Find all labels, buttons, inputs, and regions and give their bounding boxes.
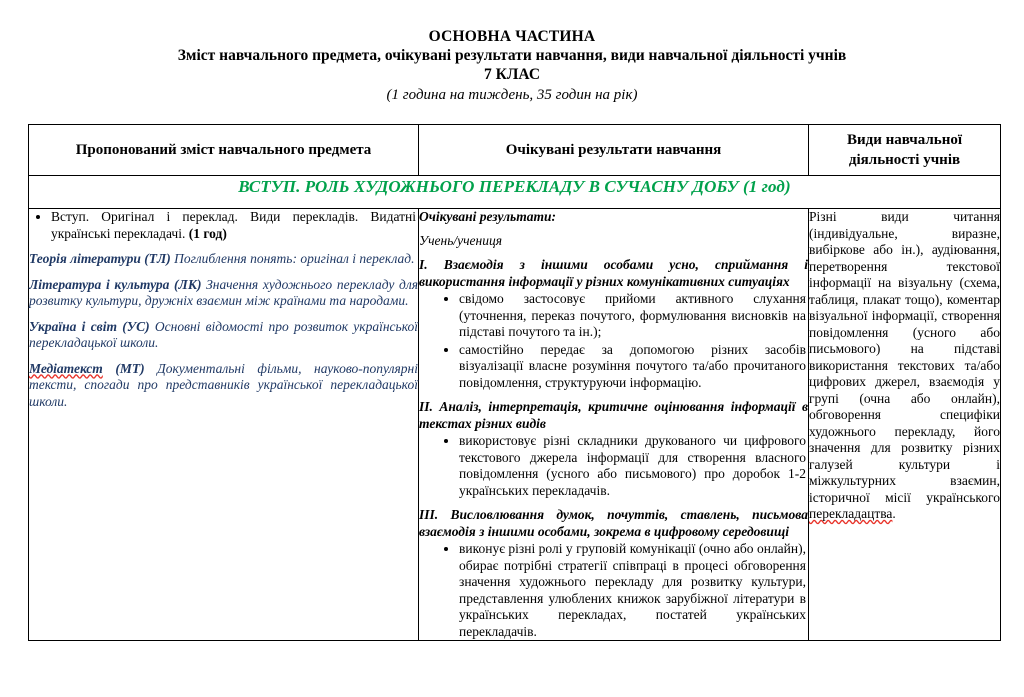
col-header-content: Пропонований зміст навчального предмета [29, 125, 419, 176]
content-label-tl: Теорія літератури (ТЛ) [29, 251, 171, 266]
cell-content-column [29, 209, 419, 641]
table-row [29, 209, 1001, 641]
results-section-3-title: ІІІ. Висловлювання думок, почуттів, ставлень, письмова взаємодія з іншими особами, зокрема в цифровому середовищі [419, 507, 808, 539]
results-section-1-list [419, 291, 808, 391]
list-item: • виконує різні ролі у груповій комунікації (очно або онлайн), обирає потрібні стратегії співпраці в процесі обговорення значення художнього перекладу для розвитку культури, представлення улюблених книжок зарубіжної літератури в українських перекладах, постатей українських перекладачів. [459, 541, 808, 640]
results-subheading: Учень/учениця [419, 232, 503, 248]
activities-text: Різні види читання (індивідуальне, виразне, вибіркове або ін.), аудіювання, перетворення текстової інформації на візуальну (схема, таблиця, плакат тощо), коментар візуальної інформації, створення повідомлення (усного або письмового) на підставі використання текстових та/або цифрових джерел, взаємодія у групі (очна або онлайн), обговорення специфіки художнього перекладу, його значення для розвитку різних галузей культури і міжкультурних взаємин, історичної місії українського [809, 209, 1000, 505]
content-paragraph-us [29, 319, 418, 352]
content-text-mt: Документальні фільми, науково-популярні тексти, спогади про представників української перекладацької школи. [29, 360, 418, 409]
results-section-2-list [419, 433, 808, 499]
activities-text-spellcheck: перекладацтва [809, 506, 893, 521]
curriculum-table-wrapper [28, 124, 1000, 641]
results-section-1-title: І. Взаємодія з іншими особами усно, сприймання і використання інформації у різних комунікативних ситуаціях [419, 257, 808, 289]
content-label-mt-abbr: (МТ) [102, 360, 145, 376]
content-text-tl: Поглиблення понять: оригінал і переклад. [170, 251, 415, 266]
header-grade: 7 КЛАС [483, 66, 541, 83]
content-bullet-list [29, 209, 418, 242]
col-header-activities: Види навчальної діяльності учнів [809, 125, 1001, 176]
content-label-mt-spellcheck: Медіатекст [29, 360, 103, 376]
results-section-2-title: ІІ. Аналіз, інтерпретація, критичне оцінювання інформації в текстах різних видів [419, 399, 808, 431]
header-title-main: ОСНОВНА ЧАСТИНА [428, 28, 596, 45]
activities-paragraph [809, 209, 1000, 523]
content-paragraph-tl [29, 251, 418, 268]
content-label-lk: Література і культура (ЛК) [29, 276, 202, 292]
content-label-us: Україна і світ (УС) [29, 318, 150, 334]
header-subtitle: Зміст навчального предмета, очікувані результати навчання, види навчальної діяльності учнів [177, 47, 847, 64]
results-section-3-list [419, 541, 808, 640]
activities-text-tail: . [892, 506, 896, 521]
list-item [51, 209, 418, 242]
content-paragraph-mt [29, 361, 418, 411]
header-hours-note: (1 година на тиждень, 35 годин на рік) [386, 87, 638, 103]
content-text-lk: Значення художнього перекладу для розвитку культури, дружніх взаємин між країнами та народами. [29, 276, 418, 308]
col-header-results: Очікувані результати навчання [419, 125, 809, 176]
list-item: • свідомо застосовує прийоми активного слухання (уточнення, переказ почутого, формулювання висновків на підставі почутого та ін.); [459, 291, 808, 341]
results-heading: Очікувані результати: [419, 209, 556, 224]
section-banner-cell [29, 176, 1001, 209]
curriculum-table [28, 124, 1001, 641]
table-header-row [29, 125, 1001, 176]
list-item: • самостійно передає за допомогою різних засобів візуалізації власне розуміння почутого та/або прочитаного повідомлення, структуруючи інформацію. [459, 342, 808, 392]
content-bullet-text: Вступ. Оригінал і переклад. Види перекладів. Видатні українські перекладачі. [51, 209, 416, 241]
content-bullet-hours: (1 год) [188, 225, 227, 241]
content-paragraph-lk [29, 277, 418, 310]
section-banner-row [29, 176, 1001, 209]
cell-activities-column [809, 209, 1001, 641]
cell-results-column [419, 209, 809, 641]
document-header [0, 0, 1024, 105]
content-text-us: Основні відомості про розвиток української перекладацької школи. [29, 318, 418, 350]
list-item: • використовує різні складники друкованого чи цифрового текстового джерела інформації для створення власного повідомлення (усного або письмового) про доробок 1-2 українських перекладачів. [459, 433, 808, 499]
section-banner-text: ВСТУП. РОЛЬ ХУДОЖНЬОГО ПЕРЕКЛАДУ В СУЧАСНУ ДОБУ (1 год) [238, 177, 791, 196]
